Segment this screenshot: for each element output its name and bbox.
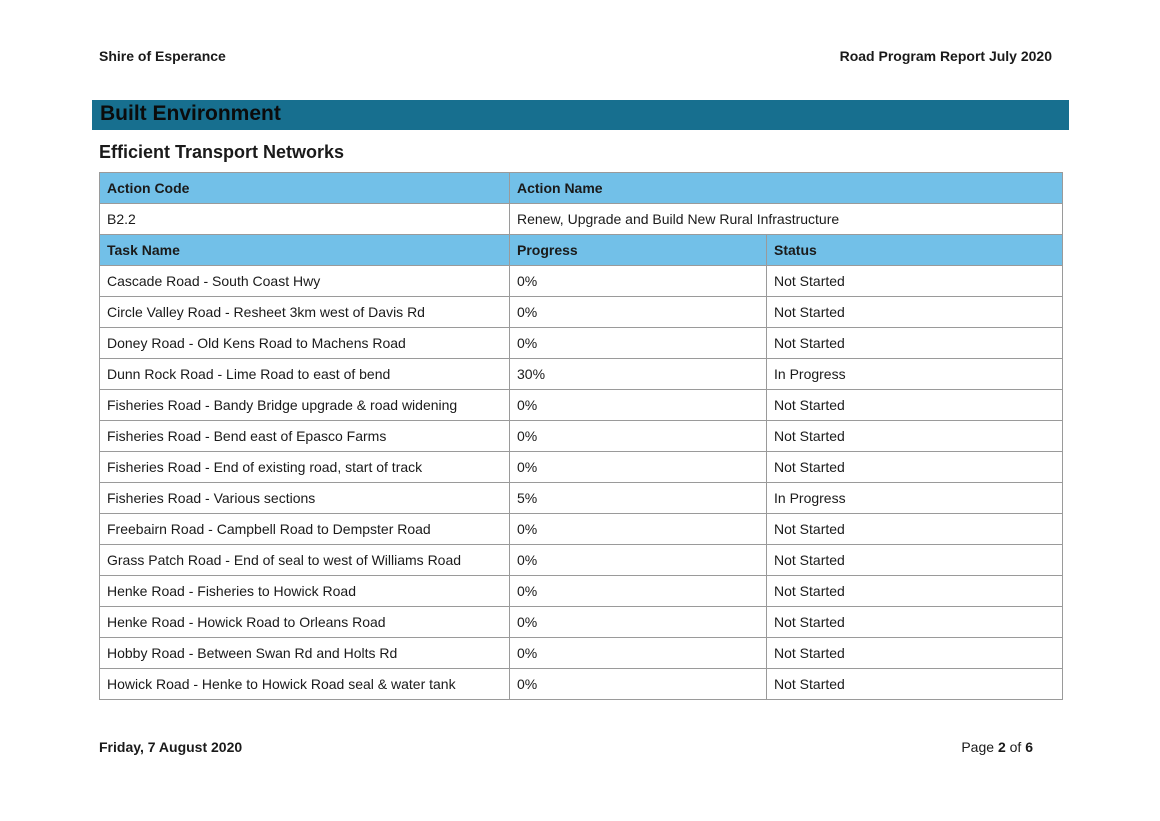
status-cell: Not Started xyxy=(767,421,1063,452)
road-program-table xyxy=(99,172,1063,700)
action-code: B2.2 xyxy=(100,204,510,235)
progress-cell: 0% xyxy=(510,514,767,545)
progress-cell: 0% xyxy=(510,297,767,328)
status-cell: Not Started xyxy=(767,266,1063,297)
table-row xyxy=(100,328,1063,359)
table-row xyxy=(100,607,1063,638)
task-name-cell: Fisheries Road - End of existing road, start of track xyxy=(100,452,510,483)
task-name-cell: Circle Valley Road - Resheet 3km west of Davis Rd xyxy=(100,297,510,328)
status-cell: Not Started xyxy=(767,669,1063,700)
status-cell: Not Started xyxy=(767,638,1063,669)
status-cell: Not Started xyxy=(767,390,1063,421)
table-row xyxy=(100,669,1063,700)
table-row xyxy=(100,483,1063,514)
page-prefix: Page xyxy=(961,739,995,755)
status-cell: Not Started xyxy=(767,297,1063,328)
table-row xyxy=(100,638,1063,669)
progress-cell: 0% xyxy=(510,607,767,638)
status-header: Status xyxy=(767,235,1063,266)
progress-cell: 0% xyxy=(510,390,767,421)
report-organisation: Shire of Esperance xyxy=(99,48,226,64)
page-total: 6 xyxy=(1025,739,1033,755)
table-row xyxy=(100,514,1063,545)
table-row xyxy=(100,421,1063,452)
action-header-row xyxy=(100,173,1063,204)
status-cell: In Progress xyxy=(767,359,1063,390)
progress-cell: 0% xyxy=(510,545,767,576)
table-row xyxy=(100,452,1063,483)
progress-cell: 0% xyxy=(510,266,767,297)
status-cell: Not Started xyxy=(767,328,1063,359)
status-cell: In Progress xyxy=(767,483,1063,514)
status-cell: Not Started xyxy=(767,607,1063,638)
status-cell: Not Started xyxy=(767,576,1063,607)
task-name-cell: Doney Road - Old Kens Road to Machens Road xyxy=(100,328,510,359)
footer-date: Friday, 7 August 2020 xyxy=(99,739,243,755)
task-name-cell: Henke Road - Fisheries to Howick Road xyxy=(100,576,510,607)
progress-cell: 0% xyxy=(510,576,767,607)
progress-cell: 0% xyxy=(510,328,767,359)
report-title: Road Program Report July 2020 xyxy=(839,48,1052,64)
progress-cell: 5% xyxy=(510,483,767,514)
action-name-header: Action Name xyxy=(510,173,1063,204)
action-code-header: Action Code xyxy=(100,173,510,204)
status-cell: Not Started xyxy=(767,545,1063,576)
task-name-cell: Fisheries Road - Bend east of Epasco Farms xyxy=(100,421,510,452)
task-name-cell: Fisheries Road - Bandy Bridge upgrade & road widening xyxy=(100,390,510,421)
table-row xyxy=(100,297,1063,328)
action-row xyxy=(100,204,1063,235)
table-row xyxy=(100,390,1063,421)
task-name-cell: Howick Road - Henke to Howick Road seal & water tank xyxy=(100,669,510,700)
task-name-cell: Dunn Rock Road - Lime Road to east of bend xyxy=(100,359,510,390)
table-row xyxy=(100,266,1063,297)
task-name-cell: Grass Patch Road - End of seal to west of Williams Road xyxy=(100,545,510,576)
section-title: Built Environment xyxy=(100,102,281,125)
status-cell: Not Started xyxy=(767,514,1063,545)
page-number xyxy=(961,739,1033,755)
page-of: of xyxy=(1009,739,1022,755)
task-name-cell: Cascade Road - South Coast Hwy xyxy=(100,266,510,297)
table-row xyxy=(100,576,1063,607)
table-row xyxy=(100,545,1063,576)
task-header-row xyxy=(100,235,1063,266)
status-cell: Not Started xyxy=(767,452,1063,483)
page-current: 2 xyxy=(997,739,1006,755)
subheading: Efficient Transport Networks xyxy=(99,142,345,162)
progress-header: Progress xyxy=(510,235,767,266)
progress-cell: 0% xyxy=(510,452,767,483)
section-banner xyxy=(92,100,1069,130)
task-name-header: Task Name xyxy=(100,235,510,266)
progress-cell: 0% xyxy=(510,421,767,452)
task-name-cell: Hobby Road - Between Swan Rd and Holts Rd xyxy=(100,638,510,669)
progress-cell: 0% xyxy=(510,669,767,700)
action-name: Renew, Upgrade and Build New Rural Infrastructure xyxy=(510,204,1063,235)
progress-cell: 0% xyxy=(510,638,767,669)
task-name-cell: Henke Road - Howick Road to Orleans Road xyxy=(100,607,510,638)
task-name-cell: Freebairn Road - Campbell Road to Dempster Road xyxy=(100,514,510,545)
table-row xyxy=(100,359,1063,390)
task-name-cell: Fisheries Road - Various sections xyxy=(100,483,510,514)
progress-cell: 30% xyxy=(510,359,767,390)
